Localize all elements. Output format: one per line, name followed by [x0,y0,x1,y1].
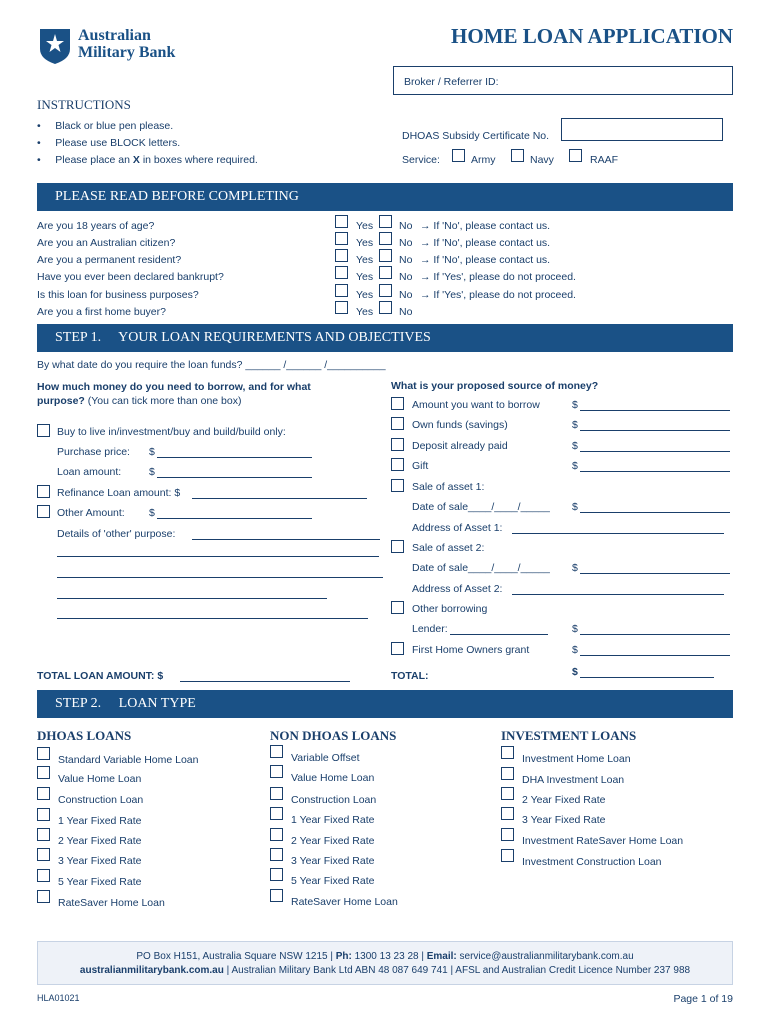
gift-label: Gift [412,460,429,472]
loan-option-checkbox[interactable] [37,808,50,821]
service-army-label: Army [471,154,496,166]
buy-label: Buy to live in/investment/buy and build/build only: [57,426,286,438]
refinance-field[interactable] [192,487,367,499]
gift-checkbox[interactable] [391,458,404,471]
no-label: No [399,271,413,283]
total-loan-field[interactable] [180,670,350,682]
loan-option-checkbox[interactable] [501,787,514,800]
other-amount-field[interactable] [157,507,312,519]
loan-option-label: 1 Year Fixed Rate [58,815,142,827]
source-total-label: TOTAL: [391,670,429,682]
yes-label: Yes [356,254,374,266]
sale-asset1-checkbox[interactable] [391,479,404,492]
fhog-dollar: $ [572,644,578,656]
question-note: → If 'Yes', please do not proceed. [420,289,576,301]
loan-option-checkbox[interactable] [501,828,514,841]
non-dhoas-loans-heading: NON DHOAS LOANS [270,728,397,743]
deposit-dollar: $ [572,440,578,452]
brand-logo [38,27,198,67]
yes-checkbox[interactable] [335,232,348,245]
source-total-field[interactable] [580,666,714,678]
sale1-date-label: Date of sale____/____/_____ [412,501,550,513]
dhoas-certificate-field[interactable] [561,118,723,141]
question-text: Are you an Australian citizen? [37,237,176,249]
loan-option-label: Investment Home Loan [522,753,631,765]
question-note: → If 'No', please contact us. [420,254,551,266]
footer-legal-line: australianmilitarybank.com.au | Australian Military Bank Ltd ABN 48 087 649 741 | AFSL and Australian Credit Licence Number 237 988 [79,965,691,976]
service-navy-checkbox[interactable] [511,149,524,162]
own-funds-dollar: $ [572,419,578,431]
loan-option-label: 3 Year Fixed Rate [522,814,606,826]
service-raaf-label: RAAF [590,154,619,166]
other-details-line[interactable] [57,607,368,619]
no-checkbox[interactable] [379,215,392,228]
loan-option-label: Value Home Loan [291,772,375,784]
footer-contact-line: PO Box H151, Australia Square NSW 1215 | Ph: 1300 13 23 28 | Email: service@australianmilitarybank.com.au [136,951,634,962]
refinance-label: Refinance Loan amount: $ [57,487,181,499]
question-text: Are you 18 years of age? [37,220,155,232]
no-checkbox[interactable] [379,266,392,279]
loan-option-label: Investment RateSaver Home Loan [522,835,684,847]
footer-email-link[interactable]: service@australianmilitarybank.com.au [456,951,634,962]
loan-option-checkbox[interactable] [37,869,50,882]
brand-name-line1: Australian [78,27,151,44]
address-asset1-field[interactable] [512,522,724,534]
loan-option-checkbox[interactable] [501,767,514,780]
address-asset1-label: Address of Asset 1: [412,522,503,534]
service-navy-label: Navy [530,154,554,166]
no-checkbox[interactable] [379,249,392,262]
source-total-dollar: $ [572,666,578,678]
yes-label: Yes [356,271,374,283]
other-amount-dollar: $ [149,507,155,519]
instructions-heading: INSTRUCTIONS [37,97,131,112]
step1-heading: STEP 1. YOUR LOAN REQUIREMENTS AND OBJECTIVES [37,324,733,352]
gift-dollar: $ [572,460,578,472]
loan-option-checkbox[interactable] [270,828,283,841]
refinance-checkbox[interactable] [37,485,50,498]
lender-dollar: $ [572,623,578,635]
loan-option-label: 1 Year Fixed Rate [291,814,375,826]
other-details-line[interactable] [57,566,383,578]
address-asset2-field[interactable] [512,583,724,595]
loan-option-label: RateSaver Home Loan [58,897,165,909]
question-note: → If 'No', please contact us. [420,220,551,232]
loan-option-label: DHA Investment Loan [522,774,625,786]
sale1-amount-field[interactable] [580,501,730,513]
deposit-field[interactable] [580,440,730,452]
page-number: Page 1 of 19 [673,993,733,1005]
other-details-label: Details of 'other' purpose: [57,528,176,540]
sale2-amount-field[interactable] [580,562,730,574]
borrow-question: How much money do you need to borrow, and for what purpose? (You can tick more than one box) [37,381,311,407]
service-army-checkbox[interactable] [452,149,465,162]
loan-option-checkbox[interactable] [37,766,50,779]
amount-borrow-dollar: $ [572,399,578,411]
loan-option-checkbox[interactable] [270,745,283,758]
loan-option-checkbox[interactable] [501,807,514,820]
form-code: HLA01021 [37,993,80,1003]
loan-option-label: Standard Variable Home Loan [58,754,199,766]
loan-option-label: 5 Year Fixed Rate [58,876,142,888]
loan-amount-dollar: $ [149,466,155,478]
footer-contact-box [37,941,733,985]
loan-amount-field[interactable] [157,466,312,478]
broker-referrer-field[interactable] [393,66,733,95]
question-note: → If 'Yes', please do not proceed. [420,271,576,283]
fhog-checkbox[interactable] [391,642,404,655]
loan-option-checkbox[interactable] [270,765,283,778]
question-text: Are you a permanent resident? [37,254,182,266]
loan-option-label: 2 Year Fixed Rate [522,794,606,806]
lender-field[interactable] [450,623,548,635]
question-note: → If 'No', please contact us. [420,237,551,249]
total-loan-label: TOTAL LOAN AMOUNT: $ [37,670,164,682]
loan-option-checkbox[interactable] [270,889,283,902]
sale1-dollar: $ [572,501,578,513]
instruction-item: • Please use BLOCK letters. [37,137,181,149]
footer-website-link[interactable]: australianmilitarybank.com.au [79,965,224,976]
deposit-label: Deposit already paid [412,440,508,452]
service-raaf-checkbox[interactable] [569,149,582,162]
funds-date-question: By what date do you require the loan funds? ______ /______ /__________ [37,359,386,371]
page-title: HOME LOAN APPLICATION [451,24,733,48]
no-label: No [399,306,413,318]
yes-label: Yes [356,237,374,249]
loan-option-checkbox[interactable] [270,848,283,861]
loan-option-label: Construction Loan [58,794,144,806]
deposit-checkbox[interactable] [391,438,404,451]
own-funds-label: Own funds (savings) [412,419,508,431]
no-label: No [399,237,413,249]
please-read-heading: PLEASE READ BEFORE COMPLETING [37,183,733,211]
loan-option-checkbox[interactable] [501,746,514,759]
instruction-item: • Please place an X in boxes where required. [37,154,258,166]
other-amount-label: Other Amount: [57,507,125,519]
question-text: Are you a first home buyer? [37,306,166,318]
yes-checkbox[interactable] [335,284,348,297]
broker-referrer-label: Broker / Referrer ID: [404,76,499,88]
loan-amount-label: Loan amount: [57,466,122,478]
gift-field[interactable] [580,460,730,472]
question-text: Have you ever been declared bankrupt? [37,271,224,283]
sale-asset2-label: Sale of asset 2: [412,542,485,554]
other-amount-checkbox[interactable] [37,505,50,518]
loan-option-checkbox[interactable] [37,787,50,800]
loan-option-checkbox[interactable] [501,849,514,862]
brand-name-line2: Military Bank [78,44,176,61]
yes-checkbox[interactable] [335,215,348,228]
other-borrowing-label: Other borrowing [412,603,488,615]
loan-option-checkbox[interactable] [270,807,283,820]
loan-option-label: Value Home Loan [58,773,142,785]
loan-option-label: Variable Offset [291,752,360,764]
yes-checkbox[interactable] [335,266,348,279]
sale2-date-label: Date of sale____/____/_____ [412,562,550,574]
lender-amount-field[interactable] [580,623,730,635]
amount-borrow-label: Amount you want to borrow [412,399,540,411]
loan-option-checkbox[interactable] [37,828,50,841]
other-borrowing-checkbox[interactable] [391,601,404,614]
step2-heading: STEP 2. LOAN TYPE [37,690,733,718]
loan-option-label: RateSaver Home Loan [291,896,398,908]
loan-option-checkbox[interactable] [37,848,50,861]
fhog-field[interactable] [580,644,730,656]
purchase-price-dollar: $ [149,446,155,458]
address-asset2-label: Address of Asset 2: [412,583,503,595]
no-label: No [399,220,413,232]
instruction-item: • Black or blue pen please. [37,120,174,132]
loan-option-checkbox[interactable] [270,868,283,881]
no-checkbox[interactable] [379,284,392,297]
loan-option-label: 2 Year Fixed Rate [58,835,142,847]
amount-borrow-field[interactable] [580,399,730,411]
loan-option-label: 3 Year Fixed Rate [291,855,375,867]
yes-checkbox[interactable] [335,301,348,314]
sale-asset2-checkbox[interactable] [391,540,404,553]
fhog-label: First Home Owners grant [412,644,530,656]
no-label: No [399,289,413,301]
yes-label: Yes [356,289,374,301]
own-funds-field[interactable] [580,419,730,431]
other-details-line[interactable] [57,587,327,599]
yes-label: Yes [356,306,374,318]
star-shield-icon [38,27,72,65]
loan-option-label: 2 Year Fixed Rate [291,835,375,847]
yes-checkbox[interactable] [335,249,348,262]
investment-loans-heading: INVESTMENT LOANS [501,728,637,743]
buy-checkbox[interactable] [37,424,50,437]
loan-option-checkbox[interactable] [270,787,283,800]
sale2-dollar: $ [572,562,578,574]
loan-option-checkbox[interactable] [37,747,50,760]
yes-label: Yes [356,220,374,232]
source-question: What is your proposed source of money? [391,380,599,392]
purchase-price-field[interactable] [157,446,312,458]
loan-option-label: 3 Year Fixed Rate [58,855,142,867]
question-text: Is this loan for business purposes? [37,289,199,301]
loan-option-label: 5 Year Fixed Rate [291,875,375,887]
purchase-price-label: Purchase price: [57,446,130,458]
other-details-field[interactable] [192,528,380,540]
lender-label: Lender: [412,623,448,635]
sale-asset1-label: Sale of asset 1: [412,481,485,493]
no-label: No [399,254,413,266]
dhoas-certificate-label: DHOAS Subsidy Certificate No. [402,130,550,142]
loan-option-label: Construction Loan [291,794,377,806]
own-funds-checkbox[interactable] [391,417,404,430]
dhoas-loans-heading: DHOAS LOANS [37,728,132,743]
loan-option-checkbox[interactable] [37,890,50,903]
loan-option-label: Investment Construction Loan [522,856,662,868]
service-label: Service: [402,154,440,166]
other-details-line[interactable] [57,545,379,557]
no-checkbox[interactable] [379,232,392,245]
no-checkbox[interactable] [379,301,392,314]
amount-borrow-checkbox[interactable] [391,397,404,410]
